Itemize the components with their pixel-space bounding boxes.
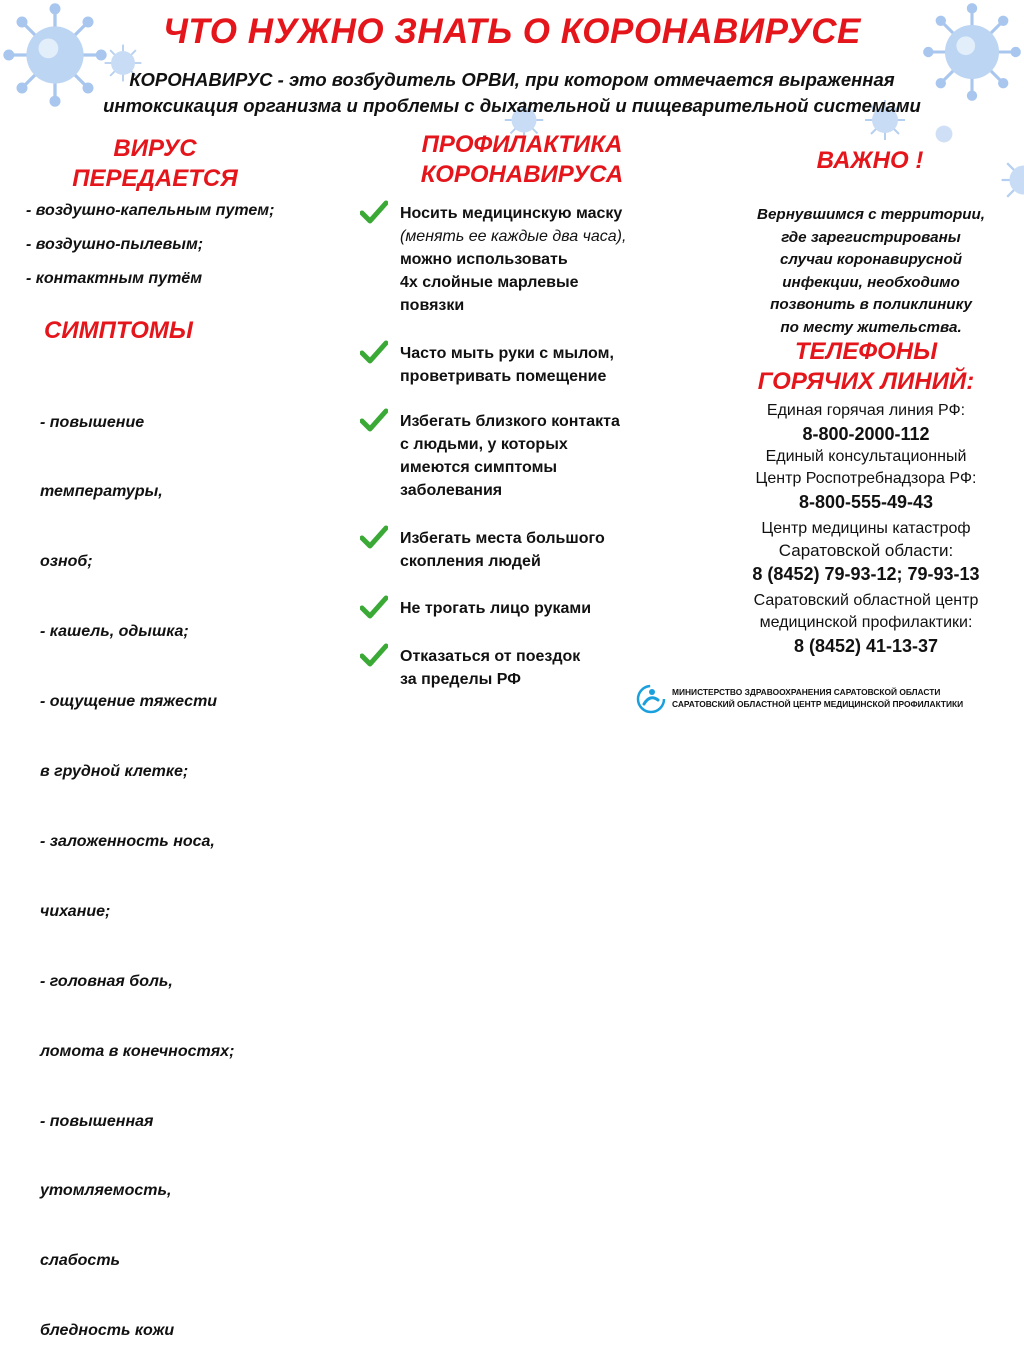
hotlines-list [716,400,1016,658]
list-item: ломота в конечностях; [40,1042,235,1060]
text-line: 4х слойные марлевые [400,274,579,291]
intro-line: интоксикация организма и проблемы с дыхательной и пищеварительной системами [103,95,921,116]
prevention-text [400,202,700,317]
virus-icon [996,150,1024,210]
text-line: где зарегистрированы [781,228,961,246]
list-item: температуры, [40,483,163,501]
text-line: Избегать места большого [400,530,605,547]
text-line: повязки [400,297,465,314]
hotlines-heading [716,337,1016,397]
list-item: - повышение [40,413,145,431]
list-item: чихание; [40,902,111,920]
list-item: - головная боль, [40,972,173,990]
hotline-label: Саратовский областной центр [753,592,979,609]
prevention-text [400,342,700,388]
list-item: - повышенная [40,1112,154,1130]
page-title: ЧТО НУЖНО ЗНАТЬ О КОРОНАВИРУСЕ [163,12,861,51]
check-icon [360,595,388,619]
text-line: случаи коронавирусной [779,251,963,268]
symptoms-list [40,364,330,1366]
symptoms-heading: СИМПТОМЫ [44,317,193,344]
text-line: с людьми, у которых [400,436,568,453]
text-line: имеются симптомы [400,459,558,476]
text-line: Отказаться от поездок [400,648,581,665]
footer-line: САРАТОВСКИЙ ОБЛАСТНОЙ ЦЕНТР МЕДИЦИНСКОЙ ПРОФИЛАКТИКИ [672,699,964,709]
hotline-label: Центр медицины катастроф [761,520,971,537]
footer-line: МИНИСТЕРСТВО ЗДРАВООХРАНЕНИЯ САРАТОВСКОЙ ОБЛАСТИ [672,687,941,697]
hotline-label: медицинской профилактики: [759,614,973,631]
heading-line: ПРОФИЛАКТИКА [421,131,623,158]
hotline-label: Единый консультационный [765,448,967,465]
hotline-label: Единая горячая линия РФ: [766,402,966,419]
text-line: проветривать помещение [400,368,607,385]
text-line: Носить медицинскую маску [400,205,623,222]
list-item: в грудной клетке; [40,763,189,781]
text-line: Не трогать лицо руками [400,600,592,617]
heading-line: ПЕРЕДАЕТСЯ [72,165,238,192]
heading-line: ГОРЯЧИХ ЛИНИЙ: [757,368,975,395]
text-line: Вернувшимся с территории, [757,206,985,223]
transmission-heading [40,134,270,194]
important-heading: ВАЖНО ! [816,147,924,174]
hotline-number: 8-800-555-49-43 [798,492,934,512]
list-item: - воздушно-капельным путем; [26,202,275,219]
intro-line: КОРОНАВИРУС - это возбудитель ОРВИ, при котором отмечается выраженная [129,69,895,90]
check-icon [360,643,388,667]
heading-line: КОРОНАВИРУСА [420,161,624,188]
text-line: Часто мыть руки с мылом, [400,345,614,362]
check-icon [360,525,388,549]
virus-icon [930,120,958,148]
ministry-logo [636,684,666,714]
important-text [716,204,1024,339]
prevention-text [400,597,700,620]
text-line: за пределы РФ [400,671,521,688]
footer-org [672,686,1022,710]
list-item: озноб; [40,553,93,571]
list-item: - кашель, одышка; [40,623,189,641]
check-icon [360,200,388,224]
list-item: - контактным путём [26,270,203,287]
list-item: - ощущение тяжести [40,693,218,711]
heading-line: ВИРУС [113,135,197,162]
hotline-number: 8 (8452) 79-93-12; 79-93-13 [752,564,980,584]
hotline-number: 8 (8452) 41-13-37 [793,636,939,656]
check-icon [360,340,388,364]
hotline-label: Центр Роспотребнадзора РФ: [755,470,977,487]
text-line: по месту жительства. [780,318,962,336]
transmission-list [26,202,346,304]
list-item: - воздушно-пылевым; [26,236,204,253]
check-icon [360,408,388,432]
hotline-number: 8-800-2000-112 [802,424,930,444]
list-item: бледность кожи [40,1322,175,1340]
text-line: инфекции, необходимо [782,273,960,291]
list-item: утомляемость, [40,1182,172,1200]
text-line: можно использовать [400,251,568,268]
text-line: Избегать близкого контакта [400,413,620,430]
prevention-heading [392,130,652,190]
prevention-text [400,410,700,502]
text-line: позвонить в поликлинику [770,296,972,313]
text-line: заболевания [400,482,503,499]
heading-line: ТЕЛЕФОНЫ [794,338,938,365]
list-item: слабость [40,1252,121,1270]
hotline-label: Саратовской области: [778,541,954,560]
prevention-text [400,527,700,573]
list-item: - заложенность носа, [40,832,215,850]
intro-text [0,67,1024,119]
text-line: скопления людей [400,553,541,570]
text-note: (менять ее каждые два часа), [400,228,627,245]
